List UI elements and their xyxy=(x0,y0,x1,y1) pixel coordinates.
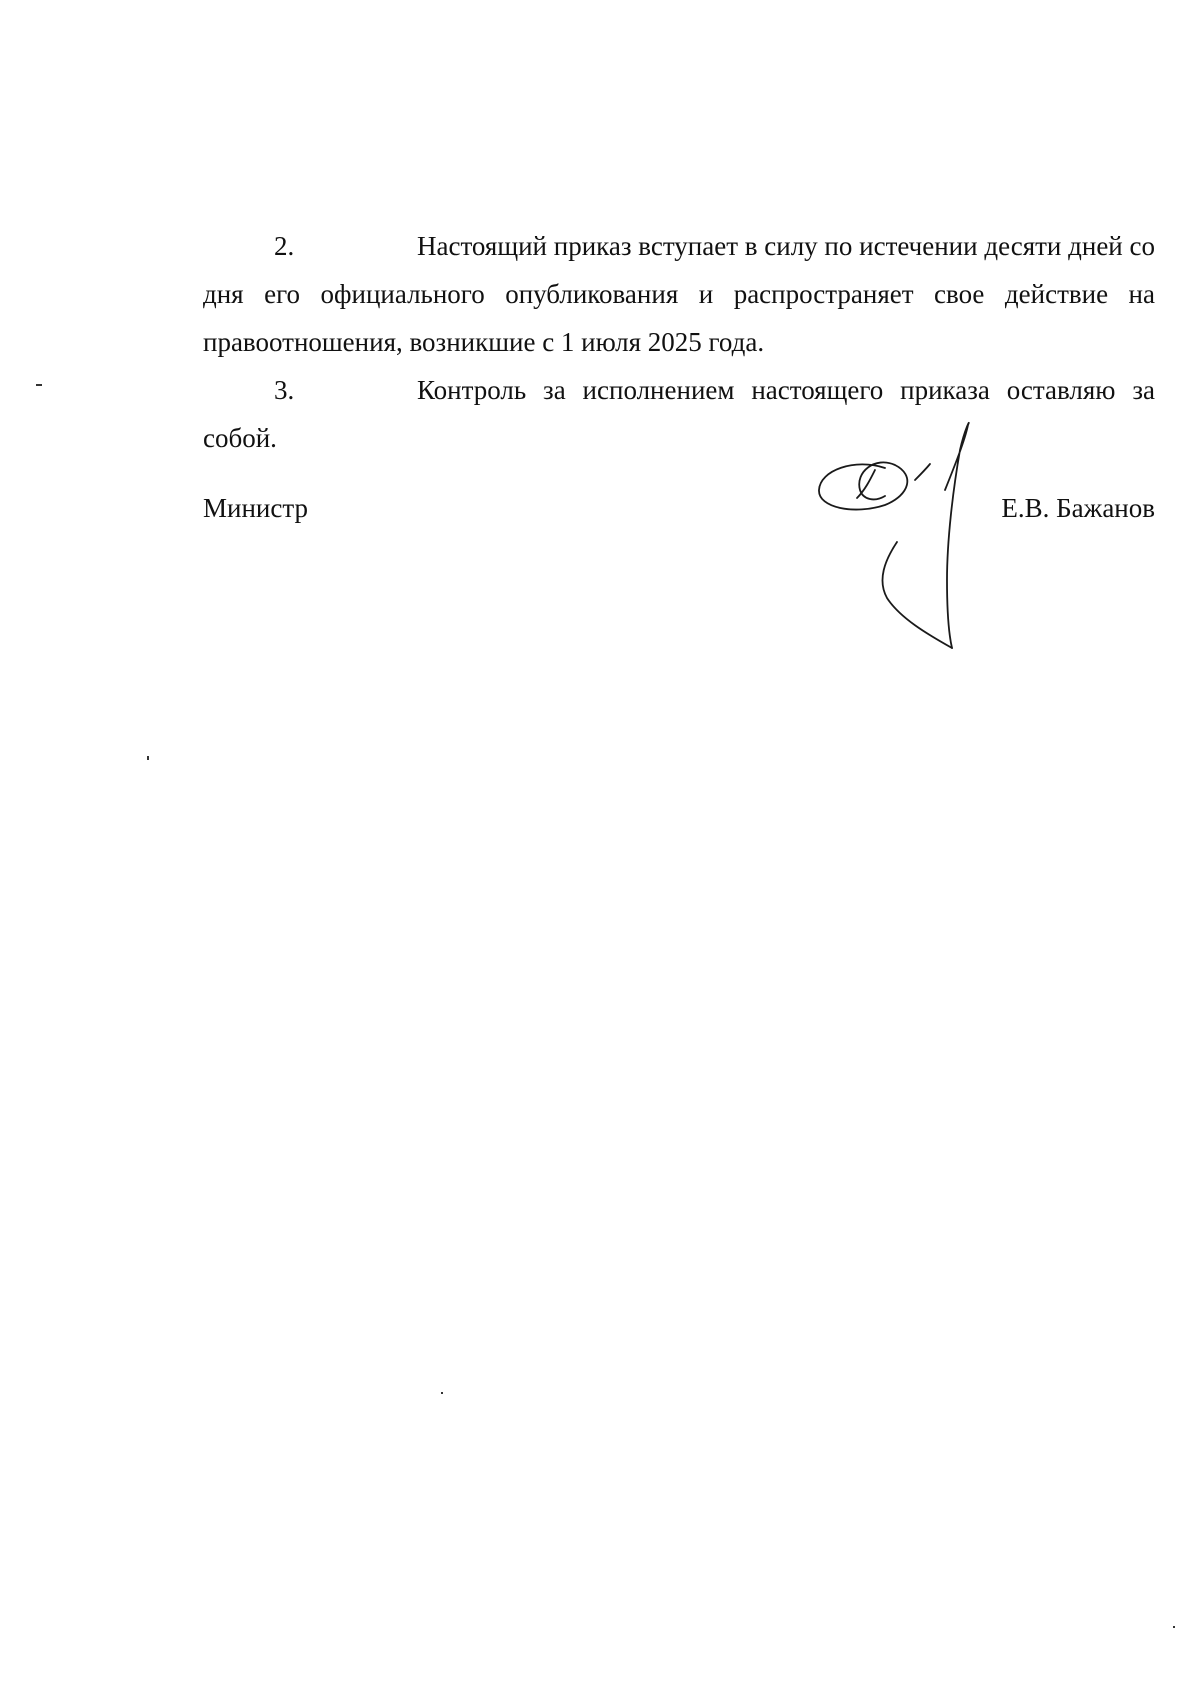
scan-artifact xyxy=(441,1392,443,1394)
paragraph-text: Контроль за исполнением настоящего приказа оставляю за собой. xyxy=(203,375,1155,453)
signatory-name: Е.В. Бажанов xyxy=(1001,493,1155,523)
signature-block xyxy=(203,488,1155,528)
paragraph-2 xyxy=(203,222,1155,366)
paragraph-text: Настоящий приказ вступает в силу по истечении десяти дней со дня его официального опубликования и распространяет свое действие на правоотношения, возникшие с 1 июля 2025 года. xyxy=(203,231,1155,357)
scan-artifact xyxy=(36,384,42,386)
handwritten-signature-icon xyxy=(815,420,1000,650)
scan-artifact xyxy=(147,756,149,760)
scan-artifact xyxy=(1173,1626,1175,1628)
paragraph-number: 3. xyxy=(274,375,295,405)
signatory-title: Министр xyxy=(203,493,308,523)
paragraph-number: 2. xyxy=(274,231,295,261)
paragraph-3 xyxy=(203,366,1155,462)
